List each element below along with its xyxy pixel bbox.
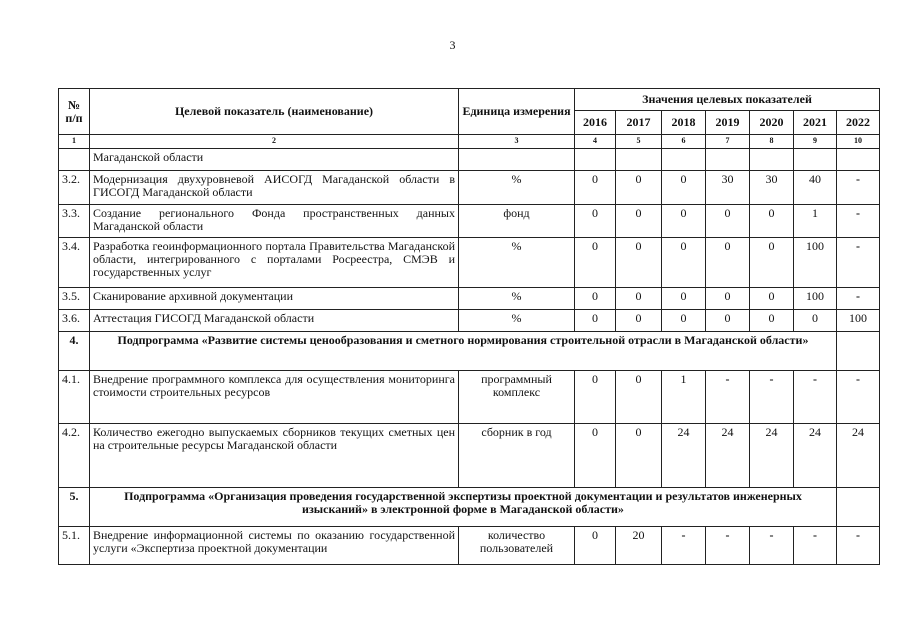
row-unit: фонд bbox=[459, 205, 575, 238]
row-value: 24 bbox=[794, 424, 837, 488]
row-value: 1 bbox=[662, 371, 706, 424]
header-year: 2020 bbox=[750, 111, 794, 135]
header-year: 2019 bbox=[706, 111, 750, 135]
rows-group-4 bbox=[59, 371, 880, 488]
row-value: 0 bbox=[662, 238, 706, 288]
header-year: 2021 bbox=[794, 111, 837, 135]
row-num: 5.1. bbox=[59, 527, 90, 565]
page-number: 3 bbox=[449, 38, 456, 52]
row-value: 0 bbox=[706, 238, 750, 288]
row-value: 0 bbox=[575, 310, 616, 332]
row-num: 4.2. bbox=[59, 424, 90, 488]
row-value: - bbox=[837, 288, 880, 310]
row-num: 4.1. bbox=[59, 371, 90, 424]
empty-cell bbox=[616, 149, 662, 171]
column-number: 10 bbox=[837, 135, 880, 149]
row-value: 0 bbox=[575, 527, 616, 565]
column-number: 2 bbox=[90, 135, 459, 149]
table-row bbox=[59, 371, 880, 424]
row-value: 20 bbox=[616, 527, 662, 565]
row-value: 0 bbox=[616, 424, 662, 488]
row-value: - bbox=[837, 171, 880, 205]
row-value: 40 bbox=[794, 171, 837, 205]
continuation-row bbox=[59, 149, 880, 171]
row-value: - bbox=[837, 205, 880, 238]
row-name: Внедрение программного комплекса для осуществления мониторинга стоимости строительных ресурсов bbox=[90, 371, 459, 424]
row-value: 0 bbox=[750, 238, 794, 288]
row-value: 0 bbox=[750, 288, 794, 310]
row-unit: сборник в год bbox=[459, 424, 575, 488]
empty-cell bbox=[837, 149, 880, 171]
row-value: 0 bbox=[575, 238, 616, 288]
empty-cell bbox=[575, 149, 616, 171]
row-value: 30 bbox=[750, 171, 794, 205]
header-year: 2018 bbox=[662, 111, 706, 135]
empty-cell bbox=[459, 149, 575, 171]
row-value: 0 bbox=[616, 371, 662, 424]
row-name: Количество ежегодно выпускаемых сборников текущих сметных цен на строительные ресурсы Магаданской области bbox=[90, 424, 459, 488]
row-value: 24 bbox=[662, 424, 706, 488]
row-value: - bbox=[750, 527, 794, 565]
row-value: - bbox=[837, 238, 880, 288]
row-value: 0 bbox=[750, 310, 794, 332]
row-num: 3.2. bbox=[59, 171, 90, 205]
row-value: - bbox=[662, 527, 706, 565]
row-value: - bbox=[706, 371, 750, 424]
column-number: 3 bbox=[459, 135, 575, 149]
row-value: 0 bbox=[662, 288, 706, 310]
row-value: - bbox=[750, 371, 794, 424]
row-value: - bbox=[706, 527, 750, 565]
row-value: 0 bbox=[616, 205, 662, 238]
row-value: 0 bbox=[616, 288, 662, 310]
row-unit: % bbox=[459, 310, 575, 332]
column-number: 7 bbox=[706, 135, 750, 149]
row-value: 0 bbox=[616, 310, 662, 332]
column-number: 5 bbox=[616, 135, 662, 149]
rows-group-3 bbox=[59, 171, 880, 332]
header-year: 2022 bbox=[837, 111, 880, 135]
row-value: 1 bbox=[794, 205, 837, 238]
header-unit: Единица измерения bbox=[459, 89, 575, 135]
row-num: 3.3. bbox=[59, 205, 90, 238]
row-name: Создание регионального Фонда пространственных данных Магаданской области bbox=[90, 205, 459, 238]
table-row bbox=[59, 238, 880, 288]
empty-cell bbox=[837, 332, 880, 371]
row-num: 3.4. bbox=[59, 238, 90, 288]
row-value: 0 bbox=[575, 424, 616, 488]
row-unit: % bbox=[459, 288, 575, 310]
empty-cell bbox=[750, 149, 794, 171]
header-row-top bbox=[59, 89, 880, 111]
header-year: 2017 bbox=[616, 111, 662, 135]
row-unit: количество пользователей bbox=[459, 527, 575, 565]
row-num: 3.5. bbox=[59, 288, 90, 310]
row-value: 0 bbox=[706, 205, 750, 238]
section-title: Подпрограмма «Развитие системы ценообразования и сметного нормирования строительной отрасли в Магаданской области» bbox=[90, 332, 837, 371]
table-row bbox=[59, 527, 880, 565]
table-row bbox=[59, 424, 880, 488]
row-value: 0 bbox=[706, 310, 750, 332]
table-row bbox=[59, 310, 880, 332]
header-values: Значения целевых показателей bbox=[575, 89, 880, 111]
row-value: 24 bbox=[750, 424, 794, 488]
row-name: Внедрение информационной системы по оказанию государственной услуги «Экспертиза проектной документации bbox=[90, 527, 459, 565]
column-number: 8 bbox=[750, 135, 794, 149]
section-num: 4. bbox=[59, 332, 90, 371]
row-unit: % bbox=[459, 238, 575, 288]
rows-group-5 bbox=[59, 527, 880, 565]
row-name: Модернизация двухуровневой АИСОГД Магаданской области в ГИСОГД Магаданской области bbox=[90, 171, 459, 205]
row-name: Магаданской области bbox=[90, 149, 459, 171]
column-numbers-row bbox=[59, 135, 880, 149]
row-value: 0 bbox=[706, 288, 750, 310]
row-value: - bbox=[794, 527, 837, 565]
header-year: 2016 bbox=[575, 111, 616, 135]
row-value: 0 bbox=[662, 310, 706, 332]
row-value: 24 bbox=[837, 424, 880, 488]
row-value: - bbox=[794, 371, 837, 424]
table-row bbox=[59, 288, 880, 310]
empty-cell bbox=[794, 149, 837, 171]
row-value: 100 bbox=[794, 238, 837, 288]
table-row bbox=[59, 171, 880, 205]
row-value: 0 bbox=[662, 171, 706, 205]
empty-cell bbox=[662, 149, 706, 171]
column-number: 1 bbox=[59, 135, 90, 149]
row-name: Разработка геоинформационного портала Правительства Магаданской области, интегрированного с порталами Росреестра, СМЭВ и государственных услуг bbox=[90, 238, 459, 288]
target-indicators-table bbox=[58, 88, 880, 565]
column-number: 6 bbox=[662, 135, 706, 149]
row-name: Сканирование архивной документации bbox=[90, 288, 459, 310]
column-number: 4 bbox=[575, 135, 616, 149]
header-indicator: Целевой показатель (наименование) bbox=[90, 89, 459, 135]
row-num: 3.6. bbox=[59, 310, 90, 332]
section-row-4 bbox=[59, 332, 880, 371]
row-value: 0 bbox=[575, 288, 616, 310]
empty-cell bbox=[706, 149, 750, 171]
row-value: 0 bbox=[616, 171, 662, 205]
section-row-5 bbox=[59, 488, 880, 527]
row-value: 0 bbox=[794, 310, 837, 332]
row-unit: программный комплекс bbox=[459, 371, 575, 424]
table-row bbox=[59, 205, 880, 238]
row-value: - bbox=[837, 371, 880, 424]
row-value: 100 bbox=[794, 288, 837, 310]
row-value: 0 bbox=[575, 171, 616, 205]
empty-cell bbox=[837, 488, 880, 527]
row-value: 0 bbox=[616, 238, 662, 288]
row-num bbox=[59, 149, 90, 171]
row-name: Аттестация ГИСОГД Магаданской области bbox=[90, 310, 459, 332]
row-value: 0 bbox=[750, 205, 794, 238]
row-value: - bbox=[837, 527, 880, 565]
row-unit: % bbox=[459, 171, 575, 205]
row-value: 30 bbox=[706, 171, 750, 205]
row-value: 0 bbox=[575, 205, 616, 238]
section-num: 5. bbox=[59, 488, 90, 527]
header-num: № п/п bbox=[59, 89, 90, 135]
row-value: 0 bbox=[575, 371, 616, 424]
row-value: 100 bbox=[837, 310, 880, 332]
row-value: 24 bbox=[706, 424, 750, 488]
section-title: Подпрограмма «Организация проведения государственной экспертизы проектной документации и результатов инженерных изысканий» в электронной форме в Магаданской области» bbox=[90, 488, 837, 527]
row-value: 0 bbox=[662, 205, 706, 238]
column-number: 9 bbox=[794, 135, 837, 149]
